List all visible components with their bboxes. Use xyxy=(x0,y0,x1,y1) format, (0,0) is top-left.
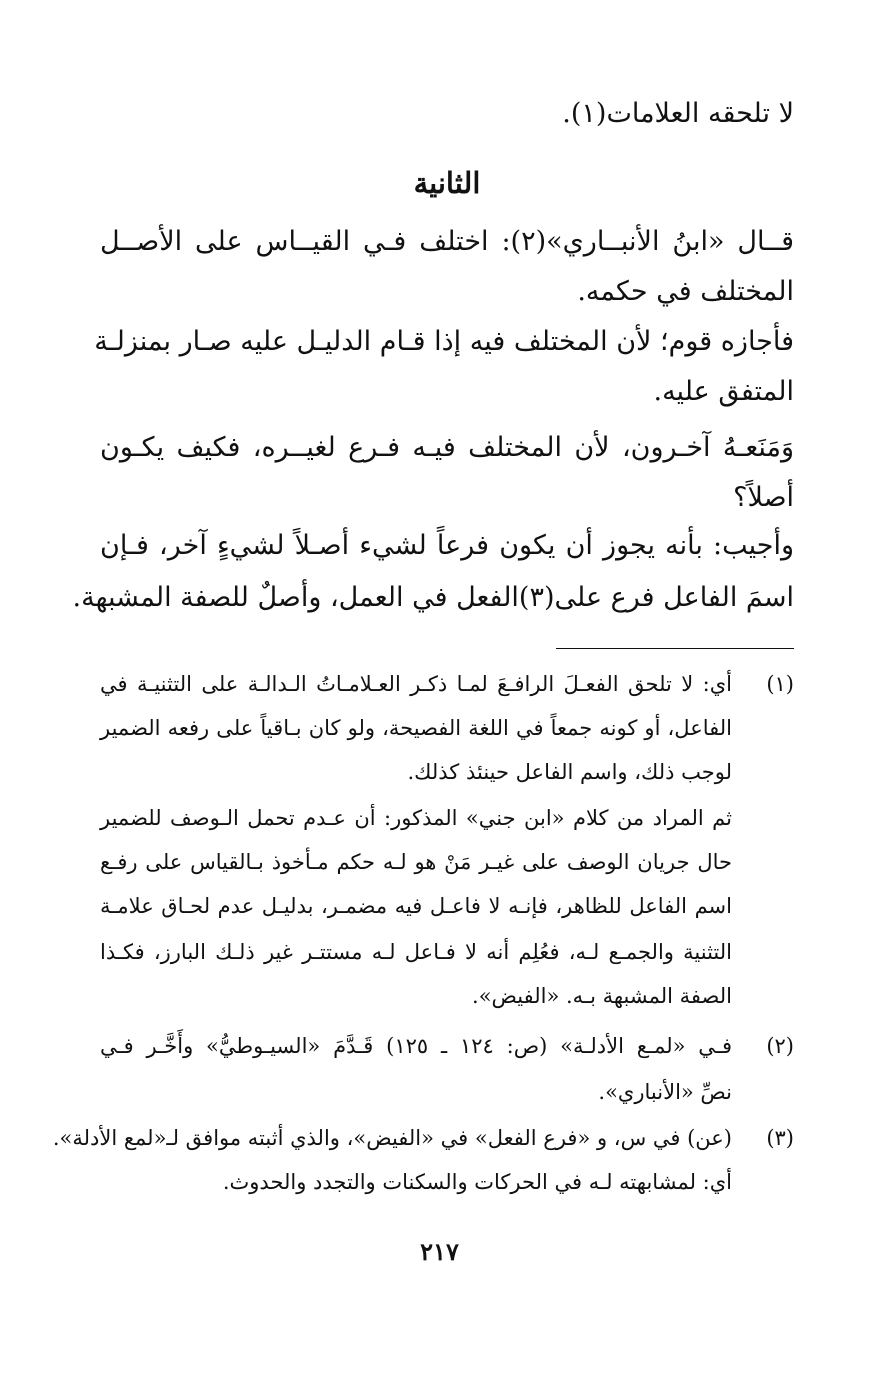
footnote-marker: (٣) xyxy=(766,1126,794,1150)
footnote-separator xyxy=(556,648,794,649)
body-line: وَمَنَعـهُ آخـرون، لأن المختلف فيـه فـرع لغيــره، فكيف يكـون xyxy=(100,432,794,463)
footnote-line: الفاعل، أو كونه جمعاً في اللغة الفصيحة، ولو كان بـاقياً على رفعه الضمير xyxy=(100,716,732,740)
page-number: ٢١٧ xyxy=(420,1237,459,1266)
body-line: وأجيب: بأنه يجوز أن يكون فرعاً لشيء أصـلاً لشيءٍ آخر، فـإن xyxy=(100,530,794,561)
footnote-line: أي: لا تلحق الفعـلَ الرافـعَ لمـا ذكـر العـلامـاتُ الـدالـة على التثنيـة في xyxy=(100,672,732,696)
footnote-line: التثنية والجمـع لـه، فعُلِم أنه لا فـاعل لـه مستتـر غير ذلـك البارز، فكـذا xyxy=(100,940,732,964)
footnote-line: ثم المراد من كلام «ابن جني» المذكور: أن عـدم تحمل الـوصف للضمير xyxy=(100,806,732,830)
footnote-line: الصفة المشبهة بـه. «الفيض». xyxy=(472,984,732,1008)
body-line: فأجازه قوم؛ لأن المختلف فيه إذا قـام الدليـل عليه صـار بمنزلـة xyxy=(94,326,794,357)
footnote-line: فـي «لمـع الأدلـة» (ص: ١٢٤ ـ ١٢٥) قَـدَّمَ «السيـوطيُّ» وأَخَّـر فـي xyxy=(100,1034,732,1058)
body-line: اسمَ الفاعل فرع على(٣)الفعل في العمل، وأصلٌ للصفة المشبهة. xyxy=(72,582,794,613)
section-heading: الثانية xyxy=(413,166,481,200)
top-line: لا تلحقه العلامات(١). xyxy=(562,98,794,129)
footnote-line: (عن) في س، و «فرع الفعل» في «الفيض»، والذي أثبته موافق لـ«لمع الأدلة». xyxy=(52,1126,732,1150)
page xyxy=(52,0,794,1383)
footnote-marker: (١) xyxy=(766,672,794,696)
footnote-line: لوجب ذلك، واسم الفاعل حينئذ كذلك. xyxy=(407,760,732,784)
body-line: أصلاً؟ xyxy=(733,482,794,513)
footnote-line: اسم الفاعل للظاهر، فإنـه لا فاعـل فيه مضمـر، بدليـل عدم لحـاق علامـة xyxy=(100,894,732,918)
body-line: المتفق عليه. xyxy=(653,376,794,407)
footnote-line: أي: لمشابهته لـه في الحركات والسكنات والتجدد والحدوث. xyxy=(222,1170,732,1194)
body-line: قــال «ابنُ الأنبــاري»(٢): اختلف فـي القيــاس على الأصــل xyxy=(100,226,794,257)
footnote-line: نصِّ «الأنباري». xyxy=(598,1080,732,1104)
body-line: المختلف في حكمه. xyxy=(577,276,794,307)
footnote-marker: (٢) xyxy=(766,1034,794,1058)
footnote-line: حال جريان الوصف على غيـر مَنْ هو لـه حكم مـأخوذ بـالقياس على رفـع xyxy=(100,850,732,874)
